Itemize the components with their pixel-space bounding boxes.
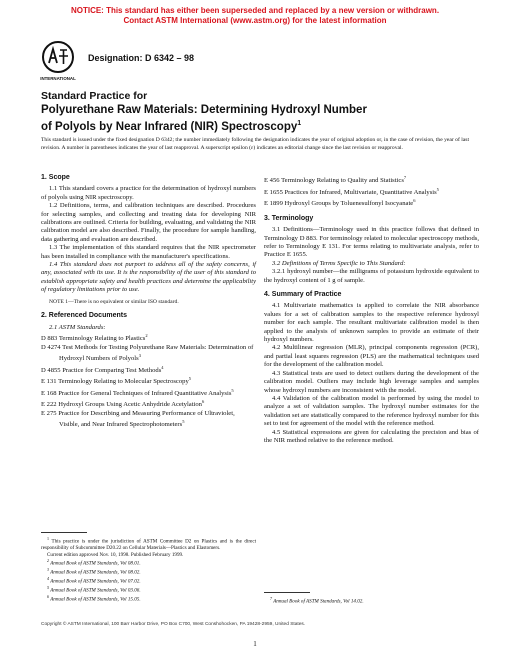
footnote-divider-left bbox=[41, 532, 87, 533]
issuance-note: This standard is issued under the fixed designation D 6342; the number immediately following the designation indicates the year of original adoption or, in the case of revision, the year of last revision. A number in parentheses indicates the year of last reapproval. A superscript epsilon (ε) indicates an editorial change since the last revision or reapproval. bbox=[41, 137, 469, 151]
logo-wordmark: INTERNATIONAL bbox=[40, 76, 76, 81]
footnote-7-text: Annual Book of ASTM Standards, Vol 14.02. bbox=[273, 598, 364, 605]
reference-footnote-mark: 5 bbox=[231, 387, 234, 393]
reference-item bbox=[264, 174, 479, 186]
reference-item bbox=[264, 186, 479, 198]
reference-footnote-mark: 5 bbox=[182, 419, 185, 425]
para-1-2: 1.2 Definitions, terms, and calibration techniques are described. Procedures for selecting samples, and collecting and treating data for developing NIR calibrations are outlined. Criteria for building, evaluating, and validating the NIR calibration model are also described. Finally, the procedure for sample handling, data gathering and evaluation are described. bbox=[41, 202, 256, 243]
copyright-line: Copyright © ASTM International, 100 Barr Harbor Drive, PO Box C700, West Conshohocken, PA 19428-2959, United States. bbox=[41, 622, 306, 627]
reference-item bbox=[41, 375, 256, 387]
footnote-3: $^3$ Annual Book of ASTM Standards, Vol 08.02. bbox=[47, 567, 141, 576]
reference-footnote-mark: 3 bbox=[138, 352, 141, 358]
para-4-4: 4.4 Validation of the calibration model is performed by using the model to analyze a set of validation samples. The hydroxyl number estimates for the validation set are statistically compared to the reference hydroxyl number for this set to test for agreement of the model with the reference method. bbox=[264, 394, 479, 428]
para-3-2-1: 3.2.1 hydroxyl number—the milligrams of potassium hydroxide equivalent to the hydroxyl content of 1 g of sample. bbox=[264, 268, 479, 284]
reference-text: E 222 Hydroxyl Groups Using Acetic Anhydride Acetylation bbox=[41, 401, 202, 409]
footnote-divider-right bbox=[264, 592, 310, 593]
footnote-1-text: This practice is under the jurisdiction of ASTM Committee D2 on Plastics and is the direct responsibility of Subcommittee D20.22 on Cellular Materials—Plastics and Elastomers. bbox=[41, 538, 256, 552]
footnote-2: $^2$ Annual Book of ASTM Standards, Vol 08.01. bbox=[47, 557, 141, 567]
reference-text: D 4855 Practice for Comparing Test Methods bbox=[41, 366, 162, 374]
section-4-heading: 4. Summary of Practice bbox=[264, 291, 342, 299]
title-line-2: Polyurethane Raw Materials: Determining Hydroxyl Number bbox=[41, 104, 367, 116]
reference-list-right bbox=[264, 174, 479, 209]
reference-text: D 883 Terminology Relating to Plastics bbox=[41, 335, 146, 343]
reference-item bbox=[41, 344, 256, 364]
section-3-heading: 3. Terminology bbox=[264, 214, 314, 222]
title-footnote-mark: 1 bbox=[297, 120, 302, 127]
reference-text: E 1899 Hydroxyl Groups by Toluenesulfonyl Isocyanate bbox=[264, 200, 414, 208]
reference-footnote-mark: 7 bbox=[403, 175, 407, 180]
para-2-1: 2.1 ASTM Standards: bbox=[49, 323, 106, 331]
title-line-1: Standard Practice for bbox=[41, 90, 148, 102]
reference-footnote-mark: 4 bbox=[161, 364, 164, 370]
reference-item bbox=[41, 398, 256, 410]
section-2-heading: 2. Referenced Documents bbox=[41, 312, 127, 320]
footnote-5-text: Annual Book of ASTM Standards, Vol 03.06. bbox=[50, 587, 141, 594]
para-3-1: 3.1 Definitions—Terminology used in this practice follows that defined in Terminology D 883. For terminology related to molecular spectroscopy methods, refer to Terminology E 131. For terms relating to multivariate analysis, refer to Practice E 1655. bbox=[264, 226, 479, 259]
withdrawal-notice bbox=[0, 6, 510, 26]
reference-footnote-mark: 5 bbox=[188, 376, 191, 382]
page-number: 1 bbox=[253, 640, 257, 648]
reference-footnote-mark: 6 bbox=[413, 198, 416, 204]
para-4-1: 4.1 Multivariate mathematics is applied to correlate the NIR absorbance values for a set of calibration samples to the respective reference hydroxyl number for each sample. The resultant multivariate calibration model is then applied to the analysis of unknown samples to provide an estimate of their hydroxyl numbers. bbox=[264, 302, 479, 344]
section-1-heading: 1. Scope bbox=[41, 174, 70, 181]
right-column bbox=[264, 174, 479, 445]
reference-text: E 168 Practice for General Techniques of Infrared Quantitative Analysis bbox=[41, 389, 232, 397]
notice-line-1: NOTICE: This standard has either been superseded and replaced by a new version or withdrawn. bbox=[70, 6, 440, 15]
designation: Designation: D 6342 – 98 bbox=[88, 53, 195, 63]
reference-text: E 456 Terminology Relating to Quality and Statistics bbox=[264, 177, 404, 185]
para-4-3: 4.3 Statistical tests are used to detect outliers during the development of the calibration model. Outliers may include high leverage samples and samples whose hydroxyl numbers are inconsistent with the model. bbox=[264, 369, 479, 394]
reference-text: E 131 Terminology Relating to Molecular Spectroscopy bbox=[41, 378, 189, 386]
para-4-2: 4.2 Multilinear regression (MLR), principal components regression (PCR), and partial least squares regression (PLS) are the mathematical techniques used for the development of the calibration model. bbox=[264, 344, 479, 369]
reference-text: E 1655 Practices for Infrared, Multivariate, Quantitative Analysis bbox=[264, 188, 437, 196]
footnotes-right bbox=[264, 596, 479, 605]
footnote-5: $^5$ Annual Book of ASTM Standards, Vol 03.06. bbox=[47, 585, 141, 594]
para-3-2: 3.2 Definitions of Terms Specific to This Standard: bbox=[272, 259, 406, 267]
document-title bbox=[41, 90, 481, 134]
title-line-3 bbox=[41, 117, 481, 134]
footnotes-left bbox=[41, 536, 256, 603]
reference-item bbox=[41, 364, 256, 376]
footnote-3-text: Annual Book of ASTM Standards, Vol 08.02. bbox=[50, 569, 141, 576]
note-1: NOTE 1—There is no equivalent or similar ISO standard. bbox=[49, 298, 179, 305]
reference-item bbox=[264, 197, 479, 209]
reference-item bbox=[41, 332, 256, 344]
footnote-7: $^7$ Annual Book of ASTM Standards, Vol 14.02. bbox=[270, 596, 364, 605]
para-1-3: 1.3 The implementation of this standard requires that the NIR spectrometer has been installed in compliance with the manufacturer's specifications. bbox=[41, 244, 256, 260]
para-4-5: 4.5 Statistical expressions are given for calculating the precision and bias of the NIR method relative to the reference method. bbox=[264, 428, 479, 444]
footnote-1b: Current edition approved Nov. 10, 1998. Published February 1999. bbox=[47, 551, 184, 558]
para-1-1: 1.1 This standard covers a practice for the determination of hydroxyl numbers of polyols using NIR spectroscopy. bbox=[41, 185, 256, 201]
notice-line-2: Contact ASTM International (www.astm.org) for the latest information bbox=[123, 16, 387, 25]
reference-text: E 275 Practice for Describing and Measuring Performance of Ultraviolet, Visible, and Near Infrared Spectrophotometers bbox=[41, 409, 235, 429]
footnote-6: $^6$ Annual Book of ASTM Standards, Vol 15.05. bbox=[47, 594, 141, 603]
footnote-6-text: Annual Book of ASTM Standards, Vol 15.05. bbox=[50, 596, 141, 603]
footnote-mark-1: 1 bbox=[47, 536, 49, 541]
reference-item bbox=[41, 387, 256, 399]
reference-item bbox=[41, 410, 256, 430]
footnote-1 bbox=[41, 536, 256, 552]
reference-footnote-mark: 2 bbox=[145, 332, 148, 338]
left-column bbox=[41, 174, 256, 430]
footnote-4: $^4$ Annual Book of ASTM Standards, Vol 07.02. bbox=[47, 576, 141, 585]
astm-logo bbox=[40, 40, 76, 84]
para-1-4: 1.4 This standard does not purport to address all of the safety concerns, if any, associated with its use. It is the responsibility of the user of this standard to establish appropriate safety and health practices and determine the applicability of regulatory limitations prior to use. bbox=[41, 261, 256, 294]
reference-footnote-mark: 5 bbox=[436, 186, 439, 192]
reference-text: D 4274 Test Methods for Testing Polyurethane Raw Materials: Determination of Hydroxyl Numbers of Polyols bbox=[41, 343, 254, 363]
reference-list-left bbox=[41, 332, 256, 430]
reference-footnote-mark: 6 bbox=[201, 399, 205, 405]
footnote-4-text: Annual Book of ASTM Standards, Vol 07.02. bbox=[50, 578, 141, 585]
footnote-2-text: Annual Book of ASTM Standards, Vol 08.01. bbox=[50, 560, 141, 567]
title-line-3-text: of Polyols by Near Infrared (NIR) Spectroscopy bbox=[41, 120, 298, 133]
